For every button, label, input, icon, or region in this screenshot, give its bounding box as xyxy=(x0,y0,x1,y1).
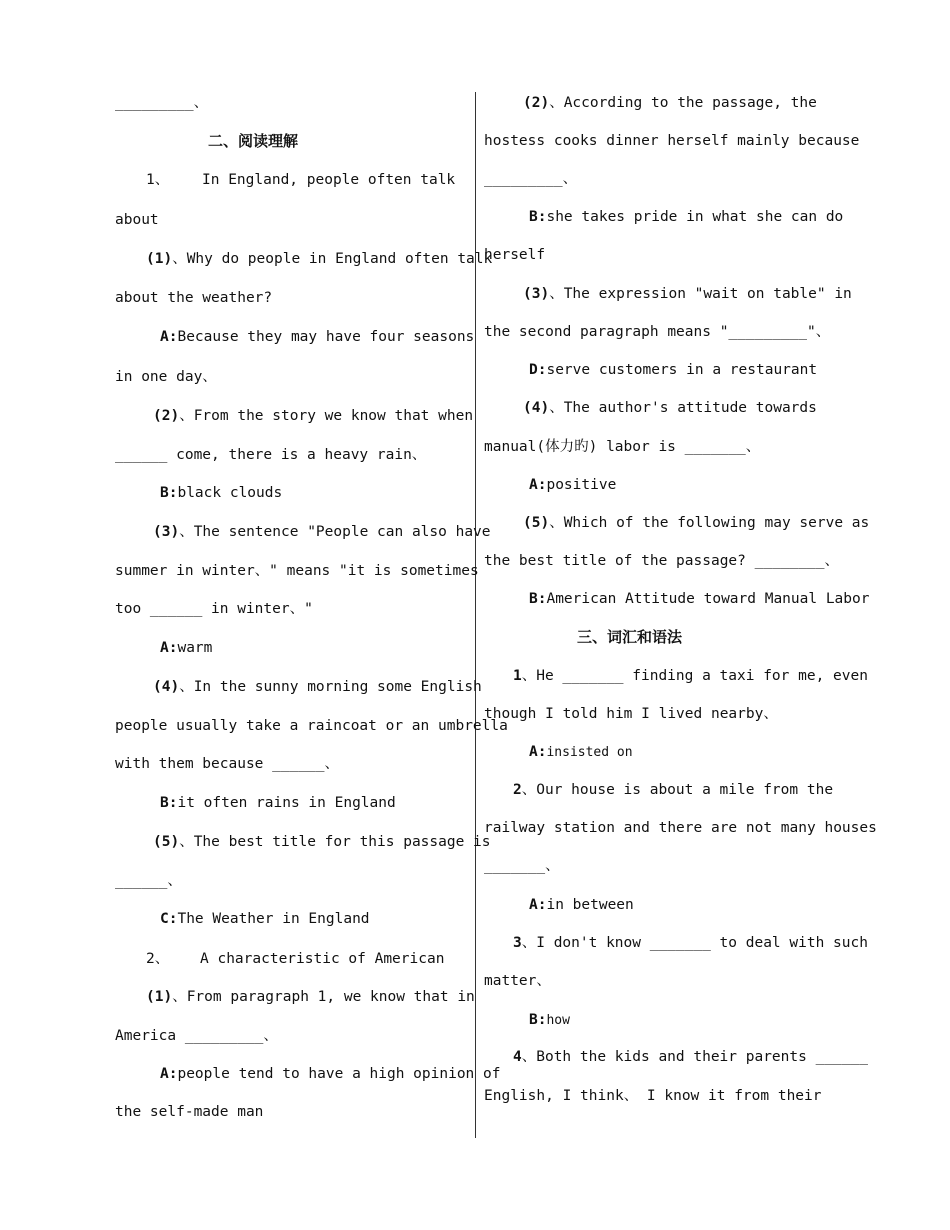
question-line: ______、 xyxy=(115,873,182,889)
passage-title: In England, people often talk xyxy=(202,172,456,188)
question-line: _______、 xyxy=(484,858,560,874)
answer-line: C:The Weather in England xyxy=(160,911,370,927)
question-line: 1、He _______ finding a taxi for me, even xyxy=(513,668,868,684)
question-line: hostess cooks dinner herself mainly because xyxy=(484,133,860,149)
answer-line: A:Because they may have four seasons xyxy=(160,329,475,345)
question-line: 2、Our house is about a mile from the xyxy=(513,782,834,798)
passage-title-cont: about xyxy=(115,212,159,228)
question-line: the best title of the passage? ________、 xyxy=(484,553,839,569)
answer-line: A:insisted on xyxy=(529,744,633,760)
question-line: with them because ______、 xyxy=(115,756,340,772)
blank-line: _________、 xyxy=(115,95,209,111)
section-heading-vocab: 三、词汇和语法 xyxy=(577,628,683,646)
answer-line: D:serve customers in a restaurant xyxy=(529,362,818,378)
question-line: too ______ in winter、" xyxy=(115,601,313,617)
question-line: English, I think、 I know it from their xyxy=(484,1088,822,1104)
passage-number: 1、 xyxy=(146,172,170,188)
question-line: 3、I don't know _______ to deal with such xyxy=(513,935,868,951)
question-line: manual(体力旳) labor is _______、 xyxy=(484,439,761,455)
question-line: (3)、The expression "wait on table" in xyxy=(523,286,852,302)
answer-line: in one day、 xyxy=(115,369,217,385)
question-line: (2)、From the story we know that when xyxy=(153,408,474,424)
question-line: the second paragraph means "_________"、 xyxy=(484,324,831,340)
question-line: ______ come, there is a heavy rain、 xyxy=(115,447,427,463)
question-line: though I told him I lived nearby、 xyxy=(484,706,778,722)
question-line: (5)、Which of the following may serve as xyxy=(523,515,870,531)
question-line: about the weather? xyxy=(115,290,273,306)
section-heading-reading: 二、阅读理解 xyxy=(208,132,299,150)
question-line: America _________、 xyxy=(115,1028,278,1044)
question-line: (3)、The sentence "People can also have xyxy=(153,524,491,540)
passage-number: 2、 xyxy=(146,951,170,967)
answer-line: B:it often rains in England xyxy=(160,795,396,811)
question-line: (4)、The author's attitude towards xyxy=(523,400,817,416)
question-line: (4)、In the sunny morning some English xyxy=(153,679,482,695)
answer-line: B:she takes pride in what she can do xyxy=(529,209,844,225)
answer-line: herself xyxy=(484,247,546,263)
question-line: (1)、Why do people in England often talk xyxy=(146,251,493,267)
answer-line: the self-made man xyxy=(115,1104,264,1120)
question-line: railway station and there are not many houses xyxy=(484,820,877,836)
passage-title: A characteristic of American xyxy=(200,951,445,967)
answer-line: B:black clouds xyxy=(160,485,283,501)
question-line: (2)、According to the passage, the xyxy=(523,95,817,111)
answer-line: A:in between xyxy=(529,897,634,913)
question-line: _________、 xyxy=(484,171,578,187)
question-line: summer in winter、" means "it is sometimes xyxy=(115,563,479,579)
question-line: (5)、The best title for this passage is xyxy=(153,834,491,850)
answer-line: A:warm xyxy=(160,640,213,656)
answer-line: A:positive xyxy=(529,477,617,493)
answer-line: B:American Attitude toward Manual Labor xyxy=(529,591,870,607)
answer-line: A:people tend to have a high opinion of xyxy=(160,1066,501,1082)
question-line: people usually take a raincoat or an umbrella xyxy=(115,718,508,734)
question-line: 4、Both the kids and their parents ______ xyxy=(513,1049,868,1065)
answer-line: B:how xyxy=(529,1012,570,1028)
question-line: matter、 xyxy=(484,973,551,989)
question-line: (1)、From paragraph 1, we know that in xyxy=(146,989,475,1005)
